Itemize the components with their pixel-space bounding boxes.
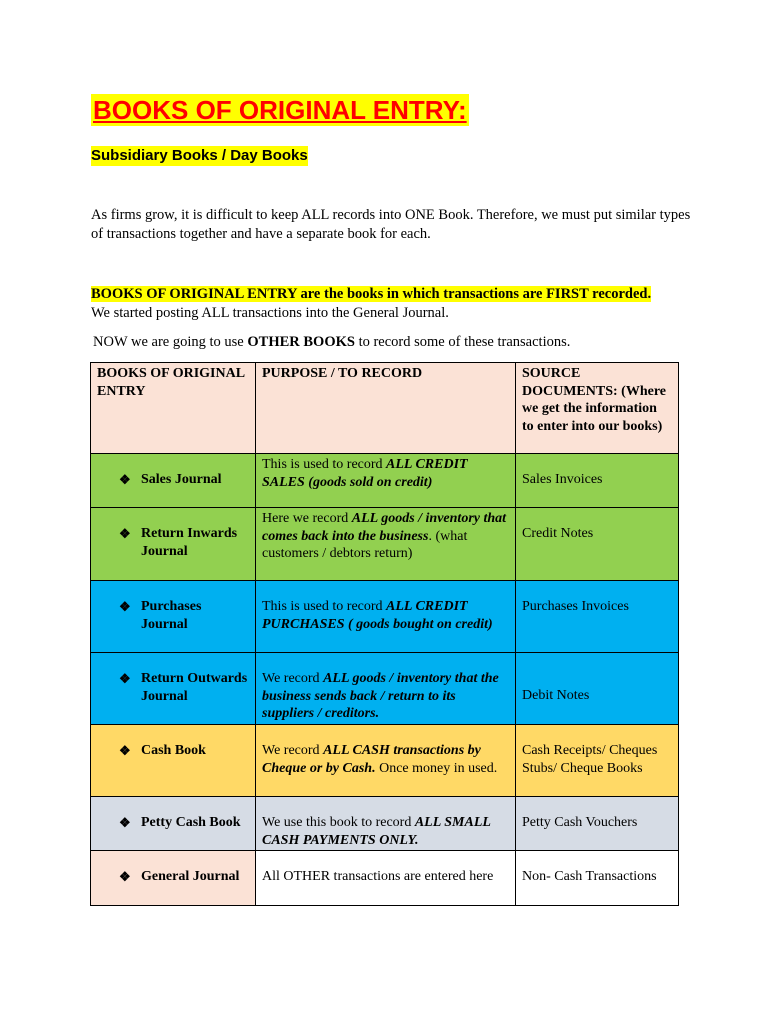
diamond-bullet-icon: ❖ xyxy=(119,599,131,614)
source-cell xyxy=(516,581,679,653)
table-row xyxy=(91,653,679,725)
diamond-bullet-icon: ❖ xyxy=(119,815,131,830)
source-cell xyxy=(516,508,679,581)
purpose-emphasis: ALL goods / inventory that comes back into the business xyxy=(262,511,507,544)
purpose-cell xyxy=(256,508,516,581)
purpose-cell xyxy=(256,653,516,725)
purpose-text: We record xyxy=(262,671,324,686)
purpose-cell xyxy=(256,851,516,906)
book-cell xyxy=(91,851,256,906)
now-after: to record some of these transactions. xyxy=(354,334,571,350)
book-name: Return Outwards Journal xyxy=(141,671,248,704)
table-header-row xyxy=(91,363,679,454)
purpose-emphasis: ALL CREDIT PURCHASES ( goods bought on credit) xyxy=(262,599,493,632)
book-cell xyxy=(91,797,256,851)
book-name: Cash Book xyxy=(141,743,206,758)
diamond-bullet-icon: ❖ xyxy=(119,472,131,487)
diamond-bullet-icon: ❖ xyxy=(119,526,131,541)
source-text: Petty Cash Vouchers xyxy=(522,815,638,830)
definition-paragraph xyxy=(91,285,691,323)
books-table xyxy=(90,362,679,906)
book-name: Return Inwards Journal xyxy=(141,526,238,559)
now-before: NOW we are going to use xyxy=(93,334,248,350)
purpose-text: This is used to record xyxy=(262,599,387,614)
source-cell xyxy=(516,797,679,851)
purpose-text: We record xyxy=(262,743,324,758)
source-cell xyxy=(516,454,679,508)
now-paragraph xyxy=(93,333,693,352)
header-books: BOOKS OF ORIGINAL ENTRY xyxy=(91,363,256,454)
table-row xyxy=(91,508,679,581)
header-purpose: PURPOSE / TO RECORD xyxy=(256,363,516,454)
header-source: SOURCE DOCUMENTS: (Where we get the information to enter into our books) xyxy=(516,363,679,454)
purpose-after: Once money in used. xyxy=(375,760,498,776)
purpose-cell xyxy=(256,581,516,653)
source-text: Debit Notes xyxy=(522,688,590,703)
source-cell xyxy=(516,653,679,725)
book-cell xyxy=(91,581,256,653)
diamond-bullet-icon: ❖ xyxy=(119,671,131,686)
source-text: Credit Notes xyxy=(522,526,594,541)
purpose-emphasis: ALL SMALL CASH PAYMENTS ONLY. xyxy=(262,815,491,848)
page-title: BOOKS OF ORIGINAL ENTRY: xyxy=(93,95,467,125)
table-row xyxy=(91,725,679,797)
definition-rest: We started posting ALL transactions into the General Journal. xyxy=(91,305,449,321)
source-text: Purchases Invoices xyxy=(522,599,629,614)
purpose-cell xyxy=(256,454,516,508)
source-text: Cash Receipts/ Cheques Stubs/ Cheque Books xyxy=(522,743,658,776)
book-name: Purchases Journal xyxy=(141,599,202,632)
page-subtitle: Subsidiary Books / Day Books xyxy=(91,147,308,164)
source-text: Non- Cash Transactions xyxy=(522,869,657,884)
table-row xyxy=(91,454,679,508)
source-cell xyxy=(516,725,679,797)
purpose-text: All OTHER transactions are entered here xyxy=(262,869,494,884)
purpose-cell xyxy=(256,725,516,797)
source-text: Sales Invoices xyxy=(522,472,603,487)
intro-paragraph: As firms grow, it is difficult to keep ALL records into ONE Book. Therefore, we must put similar types of transactions together and have a separate book for each. xyxy=(91,207,691,242)
purpose-text: This is used to record xyxy=(262,457,387,472)
source-cell xyxy=(516,851,679,906)
purpose-after: . (what customers / debtors return) xyxy=(262,528,468,561)
book-name: Petty Cash Book xyxy=(141,815,241,830)
book-cell xyxy=(91,725,256,797)
table-row xyxy=(91,851,679,906)
table-row xyxy=(91,581,679,653)
table-row xyxy=(91,797,679,851)
diamond-bullet-icon: ❖ xyxy=(119,743,131,758)
purpose-text: We use this book to record xyxy=(262,815,415,830)
purpose-cell xyxy=(256,797,516,851)
now-bold: OTHER BOOKS xyxy=(247,334,355,350)
book-cell xyxy=(91,454,256,508)
purpose-emphasis: ALL goods / inventory that the business sends back / return to its suppliers / creditors. xyxy=(262,671,499,721)
purpose-emphasis: ALL CREDIT SALES (goods sold on credit) xyxy=(262,457,468,490)
book-name: Sales Journal xyxy=(141,472,222,487)
book-name: General Journal xyxy=(141,869,240,884)
diamond-bullet-icon: ❖ xyxy=(119,869,131,884)
definition-highlight: BOOKS OF ORIGINAL ENTRY are the books in which transactions are FIRST recorded. xyxy=(91,286,652,302)
book-cell xyxy=(91,508,256,581)
book-cell xyxy=(91,653,256,725)
purpose-emphasis: ALL CASH transactions by Cheque or by Cash. xyxy=(262,743,481,776)
purpose-text: Here we record xyxy=(262,511,352,526)
